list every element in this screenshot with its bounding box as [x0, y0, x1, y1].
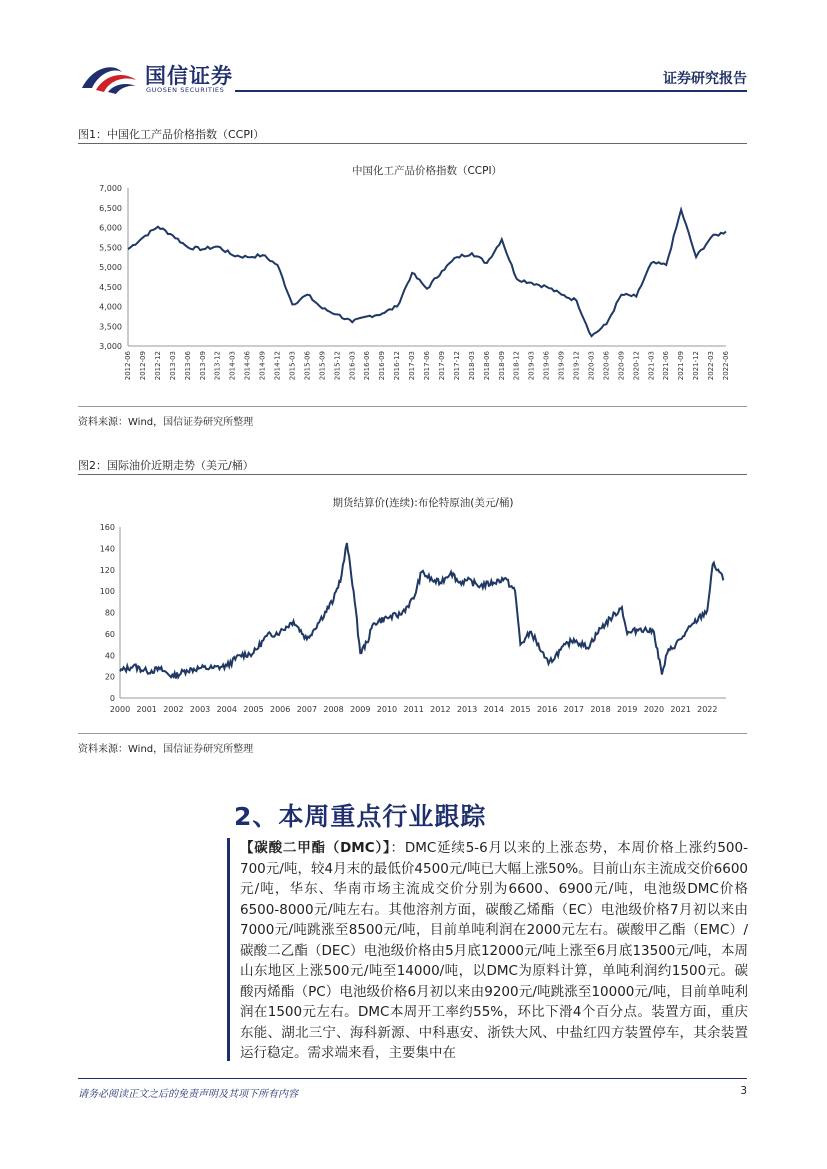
- chart1-x-tick-label: 2020-12: [632, 351, 641, 381]
- chart2-x-tick-label: 2015: [510, 705, 531, 714]
- chart2-y-tick-label: 60: [104, 629, 115, 639]
- chart1-x-tick-label: 2016-06: [363, 351, 372, 381]
- body-accent-bar: [227, 838, 230, 1061]
- chart1-x-tick-label: 2015-09: [318, 351, 327, 381]
- chart1-series-line-ccpi: [128, 210, 726, 336]
- chart1-y-tick-label: 5,000: [99, 263, 122, 272]
- chart1-y-tick-label: 7,000: [99, 184, 122, 193]
- chart2-x-tick-label: 2021: [670, 705, 691, 714]
- chart2-x-tick-label: 2005: [243, 705, 264, 714]
- chart2-title: 期货结算价(连续):布伦特原油(美元/桶): [332, 497, 514, 509]
- chart2-y-tick-label: 140: [99, 544, 115, 554]
- chart1-x-tick-label: 2021-03: [647, 351, 656, 381]
- body-paragraph: [240, 838, 748, 1064]
- chart1-x-tick-label: 2021-09: [677, 351, 686, 381]
- brand-name: 国信证券: [145, 64, 233, 88]
- chart1-y-tick-label: 3,000: [99, 342, 122, 351]
- figure2-bottom-rule: [78, 733, 747, 734]
- chart1-x-tick-label: 2018-03: [467, 351, 476, 381]
- chart2-series-line-brent: [120, 543, 723, 679]
- chart1-x-tick-label: 2014-12: [273, 351, 282, 381]
- chart1-x-tick-label: 2016-09: [378, 351, 387, 381]
- chart1-y-tick-label: 6,500: [99, 203, 122, 213]
- ccpi-line-chart: [78, 150, 747, 405]
- guosen-logo-icon: [78, 58, 140, 94]
- page-number: 3: [740, 1085, 747, 1097]
- chart1-title: 中国化工产品价格指数（CCPI）: [351, 165, 503, 177]
- chart2-x-tick-label: 2012: [430, 705, 451, 714]
- report-type-label: 证券研究报告: [663, 71, 747, 87]
- chart1-x-tick-label: 2014-09: [258, 351, 267, 381]
- chart2-x-tick-label: 2007: [296, 705, 318, 714]
- chart2-x-tick-label: 2009: [350, 705, 371, 714]
- chart1-x-tick-label: 2022-06: [722, 351, 730, 381]
- chart2-x-tick-label: 2018: [590, 705, 611, 714]
- chart1-x-tick-label: 2013-09: [198, 351, 207, 381]
- chart1-y-tick-label: 3,500: [99, 322, 122, 332]
- chart1-x-tick-label: 2020-06: [602, 351, 611, 381]
- chart2-x-tick-label: 2017: [563, 705, 585, 714]
- chart1-x-tick-label: 2015-12: [333, 351, 342, 381]
- chart2-x-tick-label: 2000: [109, 705, 131, 714]
- chart1-x-tick-label: 2015-03: [288, 351, 297, 381]
- chart1-x-tick-label: 2021-12: [692, 351, 701, 381]
- chart1-y-tick-label: 5,500: [99, 243, 122, 253]
- chart2-x-tick-label: 2022: [697, 705, 718, 714]
- figure1-caption: 图1：中国化工产品价格指数（CCPI）: [78, 128, 265, 141]
- chart1-x-tick-label: 2017-06: [423, 351, 431, 381]
- chart1-x-tick-label: 2013-03: [168, 351, 177, 381]
- chart2-x-tick-label: 2019: [617, 705, 638, 714]
- chart2-x-tick-label: 2011: [403, 705, 424, 714]
- chart1-x-tick-label: 2014-03: [228, 351, 237, 381]
- chart1-x-tick-label: 2014-06: [243, 351, 252, 381]
- header-divider: [235, 90, 747, 92]
- figure2-source: 资料来源：Wind，国信证券研究所整理: [78, 744, 254, 755]
- body-lead: 【碳酸二甲酯（DMC）】: [240, 840, 391, 856]
- chart1-x-tick-label: 2017-12: [452, 351, 461, 381]
- chart1-y-tick-label: 4,000: [99, 302, 122, 312]
- chart2-x-tick-label: 2004: [216, 705, 237, 714]
- chart1-x-tick-label: 2020-03: [587, 351, 596, 381]
- chart1-x-tick-label: 2019-09: [557, 351, 566, 381]
- chart2-x-tick-label: 2010: [376, 705, 398, 714]
- chart1-x-tick-label: 2020-09: [617, 351, 626, 381]
- chart2-x-tick-label: 2016: [536, 705, 558, 714]
- chart2-y-tick-label: 0: [109, 694, 115, 703]
- chart2-x-tick-label: 2001: [136, 705, 157, 714]
- chart1-x-tick-label: 2012-09: [138, 351, 147, 381]
- section-title: 2、本周重点行业跟踪: [234, 802, 487, 831]
- chart2-y-tick-label: 120: [99, 565, 115, 575]
- brent-oil-line-chart: [78, 480, 747, 730]
- chart2-x-tick-label: 2002: [163, 705, 184, 714]
- chart1-x-tick-label: 2019-06: [542, 351, 551, 381]
- chart1-y-tick-label: 4,500: [99, 282, 122, 292]
- chart2-x-tick-label: 2008: [323, 705, 344, 714]
- chart1-x-tick-label: 2013-06: [183, 351, 192, 381]
- chart1-x-tick-label: 2018-12: [512, 351, 521, 381]
- body-text: ：DMC延续5-6月以来的上涨态势，本周价格上涨约500-700元/吨，较4月末的最低价4500元/吨已大幅上涨50%。目前山东主流成交价6600元/吨，华东、华南市场主流成交价分别为6600、6900元/吨，电池级DMC价格6500-8000元/吨左右。其他溶剂方面，碳酸乙烯酯（EC）电池级价格7月初以来由7000元/吨跳涨至8500元/吨，目前单吨利润在2000元左右。碳酸甲乙酯（EMC）/碳酸二乙酯（DEC）电池级价格由5月底12000元/吨上涨至6月底13500元/吨，本周山东地区上涨500元/吨至14000/吨，以DMC为原料计算，单吨利润约1500元。碳酸丙烯酯（PC）电池级价格6月初以来由9200元/吨跳涨至10000元/吨，目前单吨利润在1500元左右。DMC本周开工率约55%，环比下滑4个百分点。装置方面，重庆东能、湖北三宁、海科新源、中科惠安、浙铁大风、中盐红四方装置停车，其余装置运行稳定。需求端来看，主要集中在: [240, 840, 748, 1061]
- chart1-x-tick-label: 2022-03: [707, 351, 716, 381]
- chart1-x-tick-label: 2021-06: [662, 351, 671, 381]
- chart1-x-tick-label: 2019-03: [527, 351, 536, 381]
- figure1-source: 资料来源：Wind，国信证券研究所整理: [78, 417, 254, 428]
- chart2-x-tick-label: 2003: [189, 705, 211, 714]
- chart2-x-tick-label: 2013: [456, 705, 478, 714]
- chart1-x-tick-label: 2018-06: [482, 351, 491, 381]
- chart2-x-tick-label: 2020: [643, 705, 665, 714]
- chart2-x-tick-label: 2006: [269, 705, 291, 714]
- chart1-x-tick-label: 2019-12: [572, 351, 581, 381]
- chart1-x-tick-label: 2017-09: [437, 351, 446, 381]
- chart1-x-tick-label: 2018-09: [497, 351, 506, 381]
- chart1-y-tick-label: 6,000: [99, 223, 122, 233]
- footer-disclaimer: 请务必阅读正文之后的免责声明及其项下所有内容: [78, 1089, 298, 1100]
- figure1-top-rule: [78, 143, 747, 144]
- chart2-x-tick-label: 2014: [483, 705, 504, 714]
- chart1-x-tick-label: 2012-06: [124, 351, 132, 381]
- figure2-top-rule: [78, 474, 747, 475]
- chart1-x-tick-label: 2016-12: [393, 351, 402, 381]
- chart1-x-tick-label: 2015-06: [303, 351, 312, 381]
- chart2-y-tick-label: 100: [99, 587, 115, 597]
- chart1-x-tick-label: 2012-12: [153, 351, 162, 381]
- chart2-y-tick-label: 80: [104, 608, 115, 618]
- brand-name-english: GUOSEN SECURITIES: [146, 86, 225, 94]
- chart2-y-tick-label: 40: [104, 651, 115, 661]
- chart1-x-tick-label: 2016-03: [348, 351, 357, 381]
- figure2-caption: 图2：国际油价近期走势（美元/桶）: [78, 459, 254, 472]
- chart1-x-tick-label: 2013-12: [213, 351, 222, 381]
- figure1-bottom-rule: [78, 406, 747, 407]
- chart1-x-tick-label: 2017-03: [408, 351, 417, 381]
- chart2-y-tick-label: 20: [104, 672, 115, 682]
- chart2-y-tick-label: 160: [99, 523, 115, 532]
- footer-divider: [78, 1078, 747, 1079]
